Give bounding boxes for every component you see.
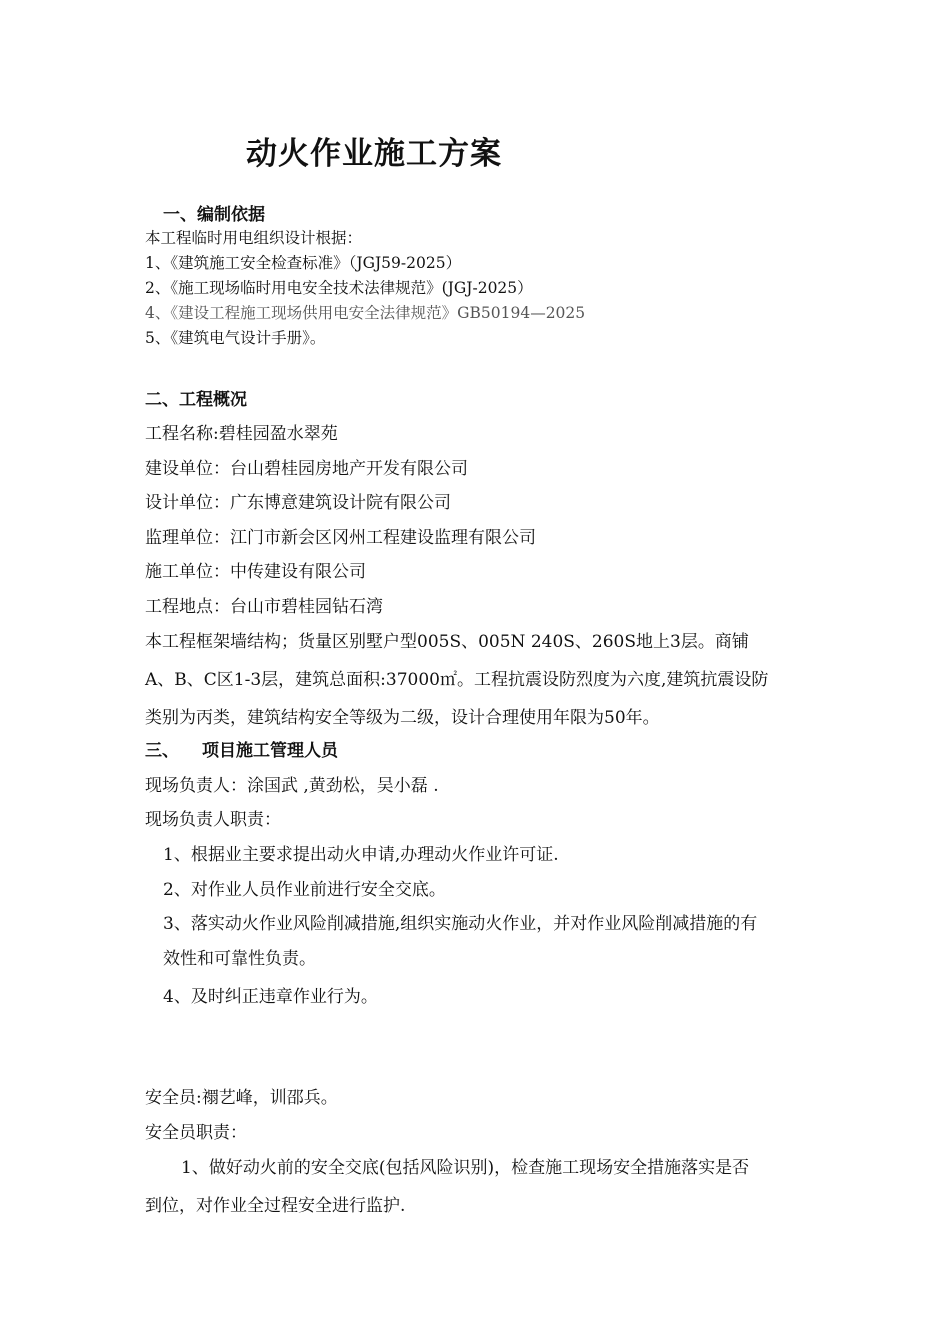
manager-duty-item: 1、根据业主要求提出动火申请,办理动火作业许可证. [163,845,559,865]
manager-duty-item: 3、落实动火作业风险削减措施,组织实施动火作业，并对作业风险削减措施的有 [163,914,758,934]
overview-line: 工程名称:碧桂园盈水翠苑 [145,424,338,444]
basis-item: 5、《建筑电气设计手册》。 [145,329,326,347]
document-title: 动火作业施工方案 [246,136,502,172]
overview-line: 施工单位：中传建设有限公司 [145,562,366,582]
manager-duty-item: 效性和可靠性负责。 [163,949,316,969]
overview-line: 工程地点：台山市碧桂园钻石湾 [145,597,383,617]
safety-duty-title: 安全员职责： [145,1123,247,1143]
basis-intro: 本工程临时用电组织设计根据： [145,229,363,247]
section-heading-personnel: 项目施工管理人员 [202,741,338,761]
manager-names: 现场负责人：涂国武 ,黄劲松，吴小磊 . [145,776,439,796]
basis-item: 1、《建筑施工安全检查标准》（JGJ59-2025） [145,254,462,272]
overview-line: 监理单位：江门市新会区冈州工程建设监理有限公司 [145,528,536,548]
basis-item: 2、《施工现场临时用电安全技术法律规范》(JGJ-2025） [145,279,533,297]
manager-duty-item: 4、及时纠正违章作业行为。 [163,987,378,1007]
safety-officer-names: 安全员:禤艺峰，训邵兵。 [145,1088,338,1108]
section-heading-overview: 二、工程概况 [145,390,247,410]
basis-item: 4、《建设工程施工现场供用电安全法律规范》GB50194—2025 [145,304,586,322]
section-heading-basis: 一、编制依据 [163,205,265,225]
overview-line: 设计单位：广东博意建筑设计院有限公司 [145,493,451,513]
safety-duty-item: 1、做好动火前的安全交底(包括风险识别)，检查施工现场安全措施落实是否 [181,1158,750,1178]
overview-line: 本工程框架墙结构；货量区别墅户型005S、005N 240S、260S地上3层。商铺 [145,632,749,652]
safety-duty-item: 到位，对作业全过程安全进行监护. [145,1196,406,1216]
overview-line: 类别为丙类，建筑结构安全等级为二级，设计合理使用年限为50年。 [145,708,660,728]
overview-line: A、B、C区1-3层，建筑总面积:37000㎡。工程抗震设防烈度为六度,建筑抗震设防 [145,670,769,690]
manager-duty-item: 2、对作业人员作业前进行安全交底。 [163,880,446,900]
manager-duty-title: 现场负责人职责： [145,810,281,830]
section-heading-number: 三、 [145,741,179,761]
overview-line: 建设单位：台山碧桂园房地产开发有限公司 [145,459,468,479]
